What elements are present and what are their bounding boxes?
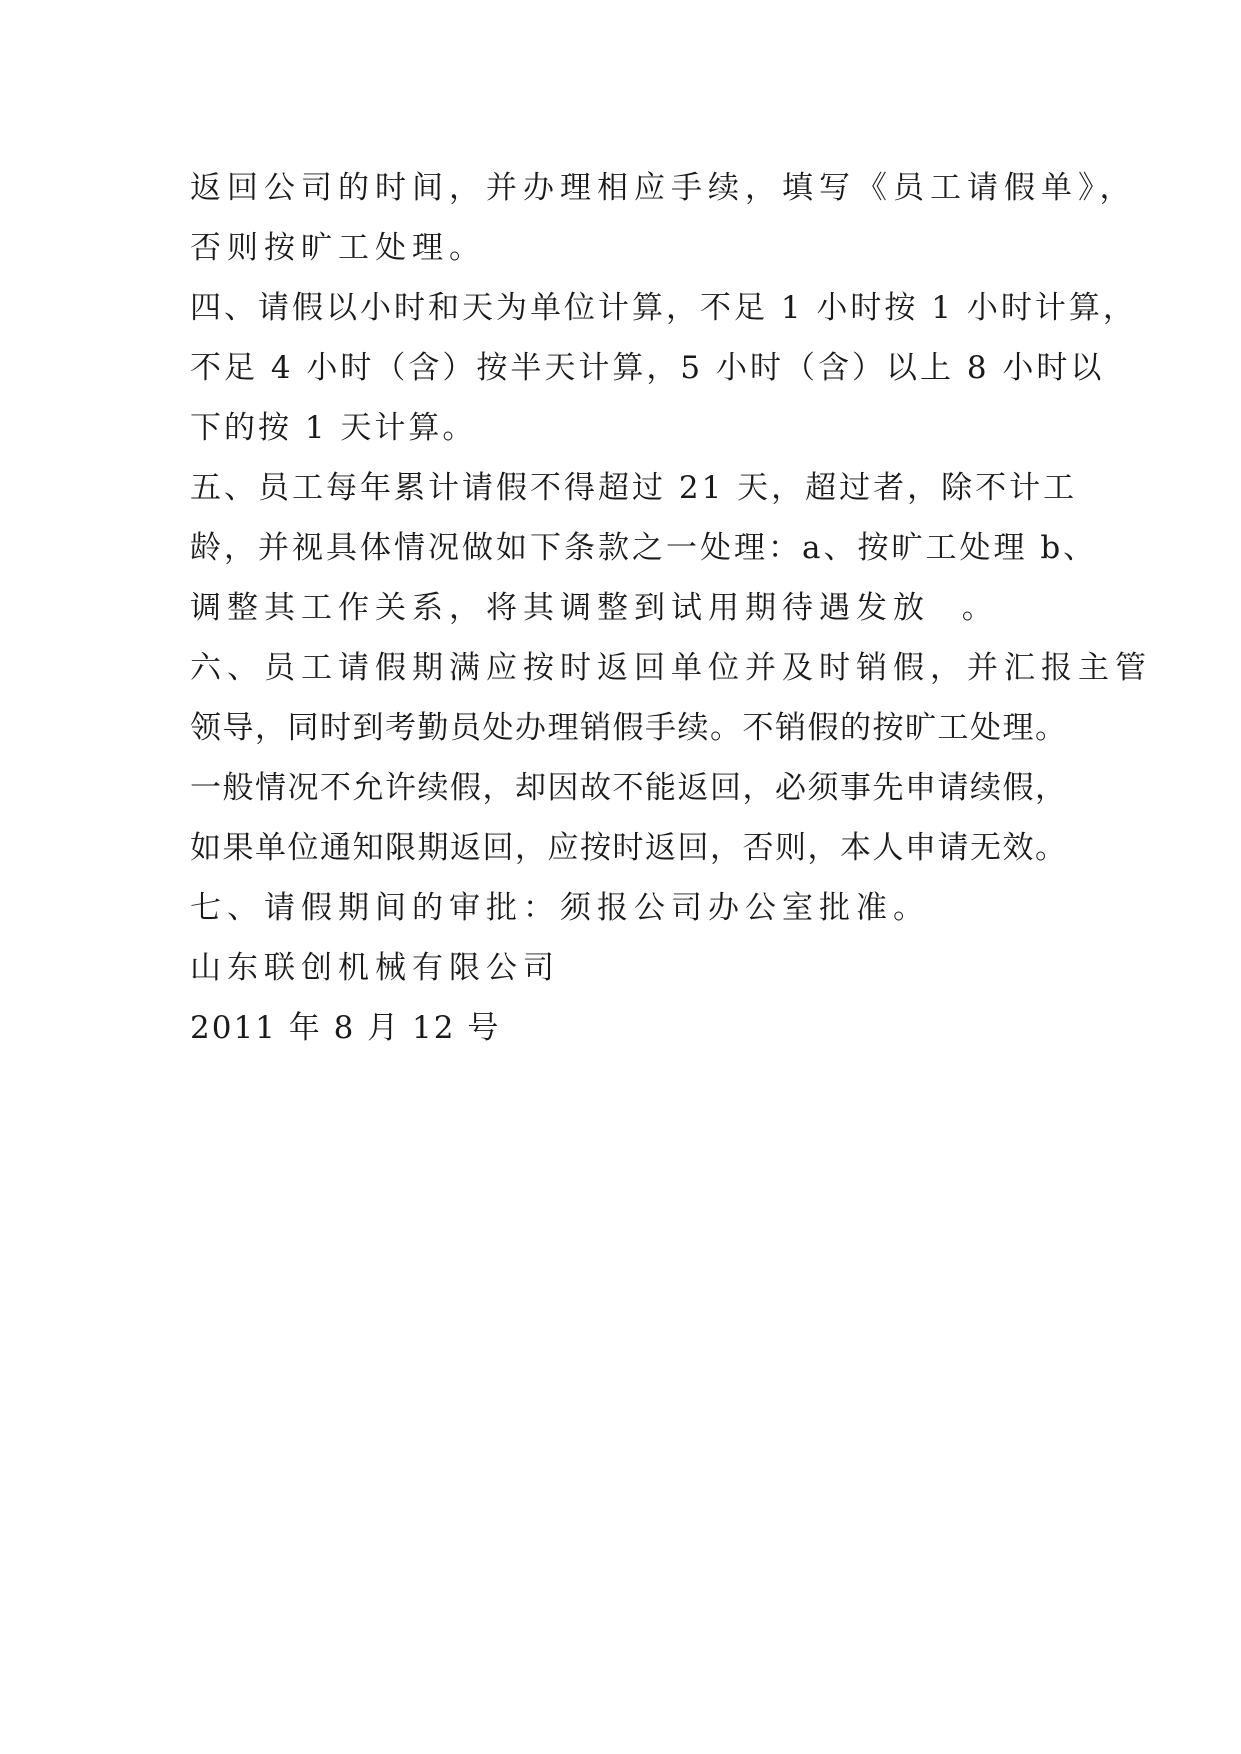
document-date: 2011 年 8 月 12 号 [190,1010,501,1046]
text-line: 一般情况不允许续假，却因故不能返回，必须事先申请续假， [190,770,1068,806]
text-line: 返回公司的时间，并办理相应手续，填写《员工请假单》， [190,170,1137,206]
text-line: 四、请假以小时和天为单位计算，不足 1 小时按 1 小时计算， [190,290,1137,326]
text-line: 龄，并视具体情况做如下条款之一处理：a、按旷工处理 b、 [190,530,1098,566]
text-line: 如果单位通知限期返回，应按时返回，否则，本人申请无效。 [190,830,1068,866]
text-line: 调整其工作关系，将其调整到试用期待遇发放 。 [190,590,999,626]
text-line: 五、员工每年累计请假不得超过 21 天，超过者，除不计工 [190,470,1078,506]
text-line: 否则按旷工处理。 [190,230,486,266]
document-body [190,158,1152,1058]
text-line: 六、员工请假期满应按时返回单位并及时销假，并汇报主管 [190,650,1152,686]
text-line: 不足 4 小时（含）按半天计算，5 小时（含）以上 8 小时以 [190,350,1105,386]
text-line: 七、请假期间的审批：须报公司办公室批准。 [190,890,930,926]
text-line: 下的按 1 天计算。 [190,410,477,446]
text-line: 领导，同时到考勤员处办理销假手续。不销假的按旷工处理。 [190,710,1068,746]
company-name: 山东联创机械有限公司 [190,950,560,986]
